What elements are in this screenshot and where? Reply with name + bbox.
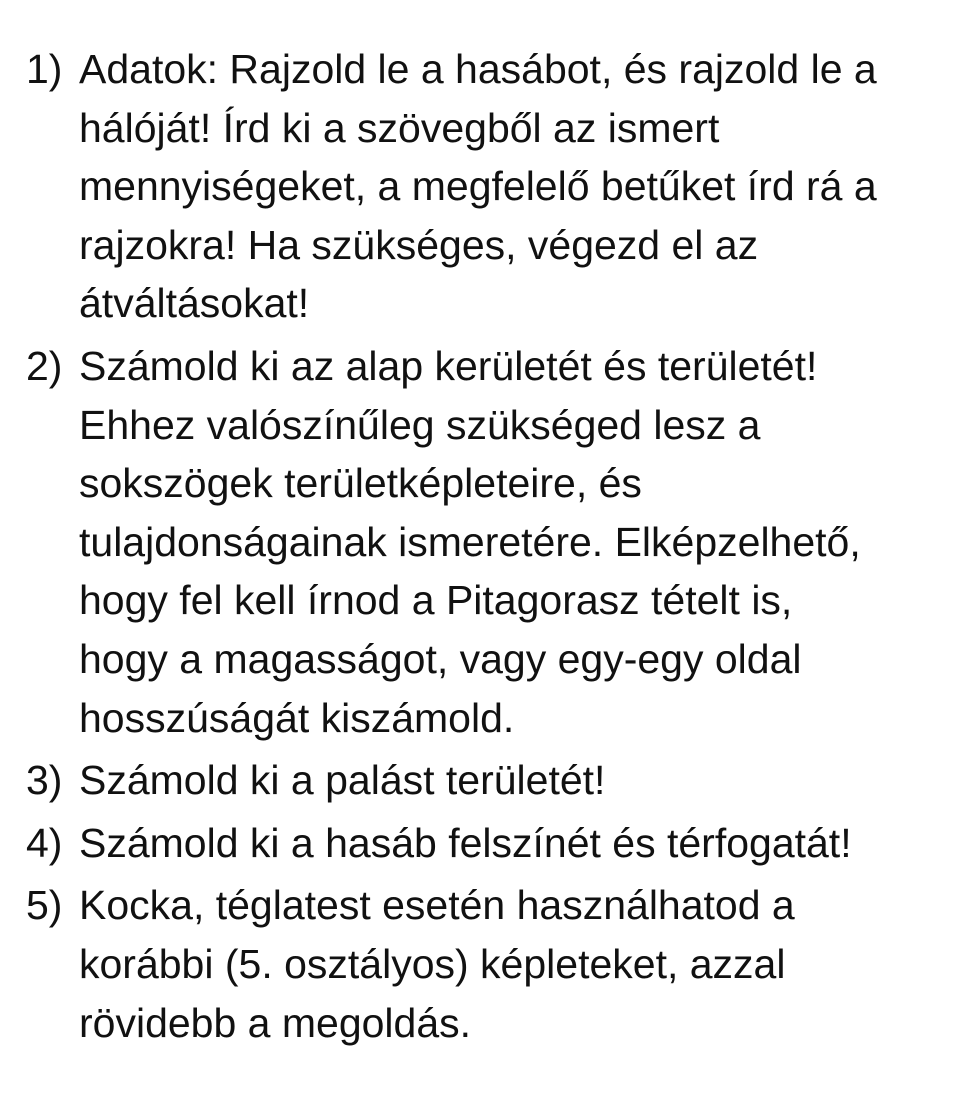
instruction-list bbox=[26, 40, 966, 1056]
text-line: rajzokra! Ha szükséges, végezd el az bbox=[79, 221, 759, 268]
text-line: Kocka, téglatest esetén használhatod a bbox=[79, 882, 795, 929]
text-line: hosszúságát kiszámold. bbox=[79, 694, 515, 741]
list-item-1 bbox=[26, 40, 966, 333]
text-line: mennyiségeket, a megfelelő betűket írd rá a bbox=[79, 163, 877, 210]
list-item-2 bbox=[26, 337, 966, 747]
text-line: hogy fel kell írnod a Pitagorasz tételt is, bbox=[79, 577, 793, 624]
list-item-4 bbox=[26, 814, 966, 873]
item-text bbox=[79, 814, 966, 873]
item-number: 4) bbox=[26, 819, 63, 866]
text-line: Adatok: Rajzold le a hasábot, és rajzold le a bbox=[79, 46, 877, 92]
text-line: Ehhez valószínűleg szükséged lesz a bbox=[79, 401, 761, 448]
text-line: korábbi (5. osztályos) képleteket, azzal bbox=[79, 940, 786, 987]
text-line: Számold ki a hasáb felszínét és térfogatát! bbox=[79, 819, 852, 866]
item-text bbox=[79, 337, 966, 747]
item-text bbox=[79, 751, 966, 810]
text-line: hálóját! Írd ki a szövegből az ismert bbox=[79, 104, 720, 151]
item-number: 1) bbox=[26, 46, 63, 92]
text-line: sokszögek területképleteire, és bbox=[79, 460, 642, 507]
text-line: átváltásokat! bbox=[79, 280, 310, 327]
text-line: hogy a magasságot, vagy egy-egy oldal bbox=[79, 635, 802, 682]
text-line: rövidebb a megoldás. bbox=[79, 999, 472, 1046]
list-item-5 bbox=[26, 876, 966, 1052]
list-item-3 bbox=[26, 751, 966, 810]
item-text bbox=[79, 876, 966, 1052]
item-text bbox=[79, 40, 966, 333]
item-number: 3) bbox=[26, 757, 63, 804]
text-line: tulajdonságainak ismeretére. Elképzelhető, bbox=[79, 518, 861, 565]
text-line: Számold ki a palást területét! bbox=[79, 757, 606, 804]
item-number: 2) bbox=[26, 342, 63, 389]
item-number: 5) bbox=[26, 882, 63, 929]
text-line: Számold ki az alap kerületét és területét! bbox=[79, 342, 818, 389]
